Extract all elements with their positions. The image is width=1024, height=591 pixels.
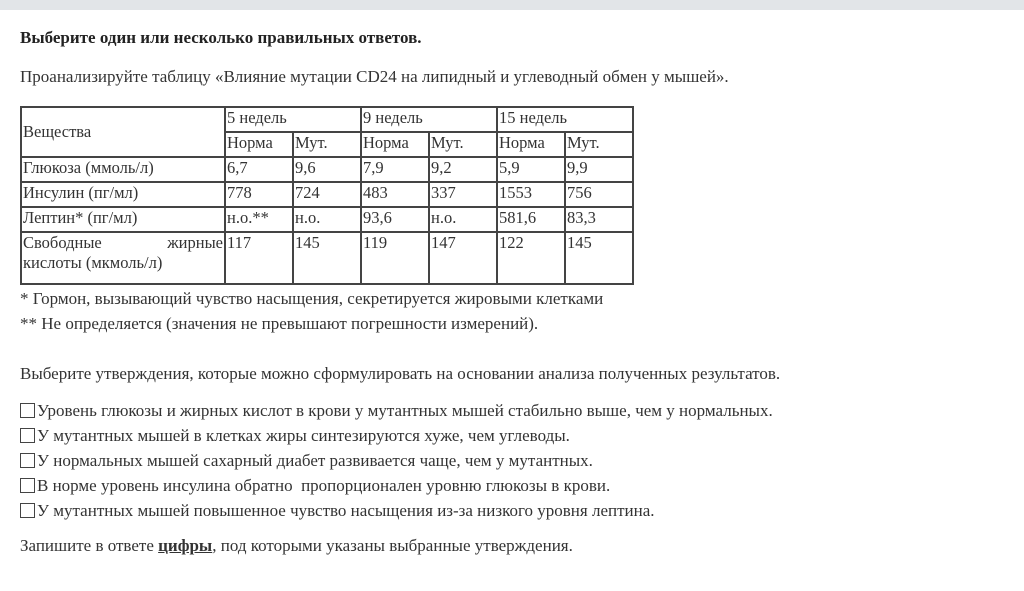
option-text: У мутантных мышей в клетках жиры синтезируются хуже, чем углеводы. [37,425,570,445]
option-text: Уровень глюкозы и жирных кислот в крови у мутантных мышей стабильно выше, чем у нормальных. [37,400,773,420]
substance-name-line2: кислоты (мкмоль/л) [23,253,163,272]
table-header-row [21,107,633,132]
table-cell: 581,6 [497,207,565,232]
table-row [21,207,633,232]
instruction-text-end: , под которыми указаны выбранные утверждения. [212,536,573,555]
table-cell: 1553 [497,182,565,207]
substance-name: Лептин* (пг/мл) [21,207,225,232]
table-cell: 6,7 [225,157,293,182]
table-cell: 483 [361,182,429,207]
table-cell: 337 [429,182,497,207]
table-cell: 117 [225,232,293,284]
option-text: У мутантных мышей повышенное чувство насыщения из-за низкого уровня лептина. [37,500,655,520]
table-cell: 724 [293,182,361,207]
substances-header: Вещества [21,107,225,157]
subheader-cell: Норма [361,132,429,157]
instruction-text-start: Запишите в ответе [20,536,159,555]
table-cell: 93,6 [361,207,429,232]
period-header: 15 недель [497,107,633,132]
table-row [21,232,633,284]
answer-options [20,398,1010,523]
table-notes [20,286,1010,336]
question-intro: Проанализируйте таблицу «Влияние мутации CD24 на липидный и углеводный обмен у мышей». [20,67,729,86]
data-table [20,106,634,285]
table-cell: 145 [293,232,361,284]
note-hormone: * Гормон, вызывающий чувство насыщения, секретируется жировыми клетками [20,289,604,308]
table-cell: 9,9 [565,157,633,182]
option-text: В норме уровень инсулина обратно пропорционален уровню глюкозы в крови. [37,475,611,495]
subheader-cell: Норма [225,132,293,157]
period-header: 5 недель [225,107,361,132]
answer-option[interactable] [20,473,1010,498]
table-cell: 83,3 [565,207,633,232]
table-cell: 778 [225,182,293,207]
substance-name: Инсулин (пг/мл) [21,182,225,207]
answer-option[interactable] [20,498,1010,523]
table-cell: 145 [565,232,633,284]
question-heading: Выберите один или несколько правильных ответов. [20,28,422,47]
table-cell: 7,9 [361,157,429,182]
answer-instruction [20,536,1010,556]
period-header: 9 недель [361,107,497,132]
table-cell: 9,2 [429,157,497,182]
substance-name: Глюкоза (ммоль/л) [21,157,225,182]
answer-option[interactable] [20,398,1010,423]
answer-option[interactable] [20,448,1010,473]
table-cell: 5,9 [497,157,565,182]
table-cell: н.о. [429,207,497,232]
table-cell: н.о. [293,207,361,232]
checkbox[interactable] [20,478,35,493]
table-cell: 756 [565,182,633,207]
subheader-cell: Мут. [429,132,497,157]
table-row [21,157,633,182]
table-cell: 119 [361,232,429,284]
checkbox[interactable] [20,428,35,443]
subheader-cell: Норма [497,132,565,157]
instruction-emphasis: цифры [158,536,213,555]
statements-prompt: Выберите утверждения, которые можно сформулировать на основании анализа полученных результатов. [20,364,781,383]
checkbox[interactable] [20,453,35,468]
table-cell: 147 [429,232,497,284]
substance-name [21,232,225,284]
subheader-cell: Мут. [565,132,633,157]
substance-name-line1: Свободные жирные [23,233,223,252]
table-cell: н.о.** [225,207,293,232]
checkbox[interactable] [20,503,35,518]
table-cell: 9,6 [293,157,361,182]
question-content [20,28,1010,556]
option-text: У нормальных мышей сахарный диабет развивается чаще, чем у мутантных. [37,450,593,470]
table-row [21,182,633,207]
subheader-cell: Мут. [293,132,361,157]
top-bar [0,0,1024,10]
table-cell: 122 [497,232,565,284]
answer-option[interactable] [20,423,1010,448]
note-not-determined: ** Не определяется (значения не превышают погрешности измерений). [20,314,539,333]
checkbox[interactable] [20,403,35,418]
